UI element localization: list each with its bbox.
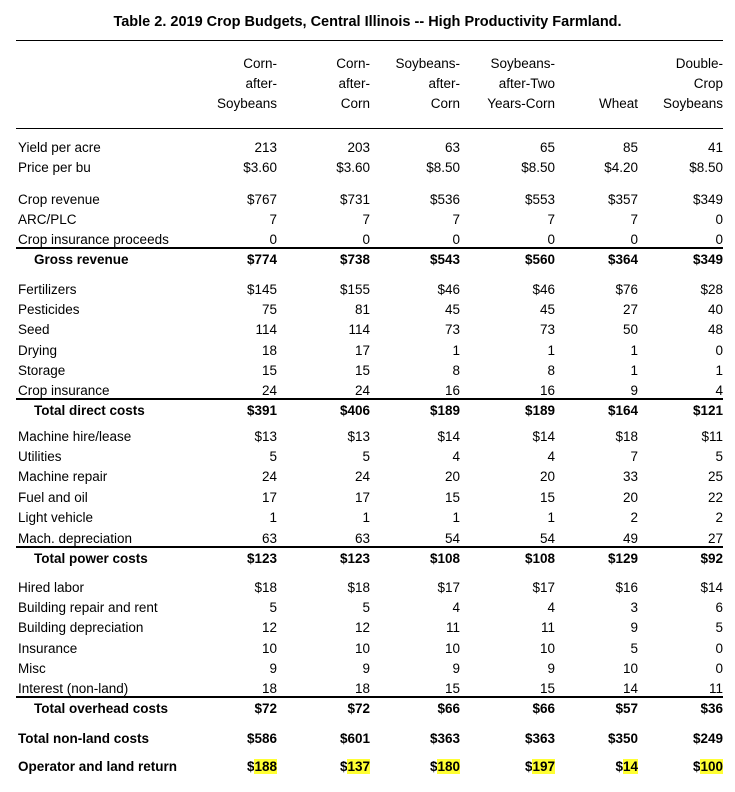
column-header-line: Corn-: [243, 56, 277, 71]
row-value: $129: [607, 551, 638, 566]
column-header-line: Crop: [693, 76, 723, 91]
row-value: $76: [615, 282, 638, 297]
row-value: 5: [362, 449, 370, 464]
column-header-line: Corn-: [336, 56, 370, 71]
row-label: Total direct costs: [34, 403, 145, 418]
row-label: Crop insurance proceeds: [18, 232, 169, 247]
row-value: 6: [715, 600, 723, 615]
row-value: $14: [615, 759, 638, 774]
row-label: Misc: [18, 661, 46, 676]
row-value: $108: [524, 551, 555, 566]
row-label: Mach. depreciation: [18, 531, 133, 546]
row-value: 1: [547, 343, 555, 358]
row-value: $14: [700, 580, 723, 595]
row-value: 18: [261, 343, 277, 358]
row-value: 9: [269, 661, 277, 676]
row-value: 15: [261, 363, 277, 378]
row-label: Total power costs: [34, 551, 148, 566]
table-row: [0, 729, 735, 749]
table-row: [0, 361, 735, 381]
row-label: Utilities: [18, 449, 62, 464]
table-row: [0, 401, 735, 421]
row-value: $349: [692, 192, 723, 207]
row-value: 20: [622, 490, 638, 505]
table-row: [0, 447, 735, 467]
row-label: Total non-land costs: [18, 731, 149, 746]
row-value: 45: [539, 302, 555, 317]
row-value: 12: [261, 620, 277, 635]
column-header-line: Corn: [430, 96, 460, 111]
table-row: [0, 488, 735, 508]
row-value: 1: [630, 363, 638, 378]
row-value: $738: [339, 252, 370, 267]
row-value: 9: [630, 383, 638, 398]
table-row: [0, 529, 735, 549]
row-value: $364: [607, 252, 638, 267]
row-value: $189: [429, 403, 460, 418]
row-value: 18: [261, 681, 277, 696]
column-header-line: [599, 74, 638, 94]
table-row: [0, 639, 735, 659]
row-value: $11: [701, 429, 723, 444]
row-value: 0: [715, 212, 723, 227]
row-value: 8: [547, 363, 555, 378]
row-value: $18: [615, 429, 638, 444]
highlighted-value: 180: [437, 759, 460, 774]
column-header: [336, 54, 370, 114]
row-value: 213: [254, 140, 277, 155]
row-value: $46: [437, 282, 460, 297]
row-value: $363: [524, 731, 555, 746]
table-row: [0, 210, 735, 230]
column-header: [395, 54, 460, 114]
table-row: [0, 578, 735, 598]
row-label: Seed: [18, 322, 50, 337]
column-header-line: after-: [245, 76, 277, 91]
row-value: 1: [452, 343, 460, 358]
column-header-line: Wheat: [598, 96, 638, 111]
row-value: 1: [452, 510, 460, 525]
row-value: $180: [429, 759, 460, 774]
row-value: 24: [354, 469, 370, 484]
row-value: $349: [692, 252, 723, 267]
row-value: $363: [429, 731, 460, 746]
row-value: 5: [715, 620, 723, 635]
row-value: 63: [354, 531, 370, 546]
column-header-line: Soybeans: [216, 96, 277, 111]
row-value: $391: [246, 403, 277, 418]
column-header-line: Soybeans: [662, 96, 723, 111]
row-value: 7: [630, 449, 638, 464]
row-value: 17: [354, 343, 370, 358]
column-header-line: Corn: [340, 96, 370, 111]
row-value: 24: [354, 383, 370, 398]
row-value: 1: [362, 510, 370, 525]
row-value: $536: [429, 192, 460, 207]
row-value: 81: [354, 302, 370, 317]
highlighted-value: 197: [532, 759, 555, 774]
row-value: 15: [444, 490, 460, 505]
row-value: 10: [539, 641, 555, 656]
row-value: 7: [452, 212, 460, 227]
row-value: 0: [452, 232, 460, 247]
row-value: 85: [622, 140, 638, 155]
column-header: [217, 54, 277, 114]
row-label: Fuel and oil: [18, 490, 88, 505]
row-value: 16: [444, 383, 460, 398]
column-header-line: Soybeans-: [395, 56, 460, 71]
row-value: $774: [246, 252, 277, 267]
row-value: 9: [547, 661, 555, 676]
row-value: $72: [347, 701, 370, 716]
row-value: 0: [715, 661, 723, 676]
row-value: 4: [547, 600, 555, 615]
row-value: 3: [630, 600, 638, 615]
row-label: Crop insurance: [18, 383, 110, 398]
row-value: 7: [362, 212, 370, 227]
row-value: 4: [715, 383, 723, 398]
row-value: $16: [615, 580, 638, 595]
row-value: 10: [444, 641, 460, 656]
row-label: Yield per acre: [18, 140, 101, 155]
row-value: 25: [707, 469, 723, 484]
row-value: 10: [354, 641, 370, 656]
row-value: $72: [254, 701, 277, 716]
row-value: 10: [261, 641, 277, 656]
row-value: 27: [622, 302, 638, 317]
row-value: $36: [700, 701, 723, 716]
row-value: $189: [524, 403, 555, 418]
row-value: 7: [547, 212, 555, 227]
row-value: 49: [622, 531, 638, 546]
row-value: $543: [429, 252, 460, 267]
row-value: 24: [261, 383, 277, 398]
row-value: 4: [452, 449, 460, 464]
row-value: $121: [692, 403, 723, 418]
table-row: [0, 757, 735, 777]
row-value: 15: [539, 681, 555, 696]
row-value: $188: [246, 759, 277, 774]
row-value: $601: [339, 731, 370, 746]
table-row: [0, 138, 735, 158]
row-value: $17: [532, 580, 555, 595]
row-value: 114: [348, 322, 370, 337]
row-value: $66: [532, 701, 555, 716]
row-value: 54: [444, 531, 460, 546]
row-value: 11: [445, 620, 460, 635]
row-value: 9: [362, 661, 370, 676]
row-value: 40: [707, 302, 723, 317]
row-label: Building repair and rent: [18, 600, 158, 615]
row-value: 1: [269, 510, 277, 525]
table-title: Table 2. 2019 Crop Budgets, Central Illinois -- High Productivity Farmland.: [113, 14, 622, 30]
row-label: Interest (non-land): [18, 681, 129, 696]
row-label: Insurance: [18, 641, 78, 656]
row-value: 65: [539, 140, 555, 155]
row-value: $28: [700, 282, 723, 297]
row-value: 114: [255, 322, 277, 337]
row-value: $350: [607, 731, 638, 746]
table-row: [0, 250, 735, 270]
table-row: [0, 190, 735, 210]
row-value: 7: [269, 212, 277, 227]
row-label: Price per bu: [18, 160, 91, 175]
row-value: $586: [246, 731, 277, 746]
row-value: 1: [547, 510, 555, 525]
row-value: 0: [715, 343, 723, 358]
row-value: 5: [269, 449, 277, 464]
row-value: 54: [539, 531, 555, 546]
row-value: $4.20: [604, 160, 638, 175]
column-header: [663, 54, 723, 114]
row-value: $3.60: [243, 160, 277, 175]
row-value: 75: [261, 302, 277, 317]
row-value: $46: [532, 282, 555, 297]
row-value: $8.50: [689, 160, 723, 175]
row-value: 0: [547, 232, 555, 247]
row-value: $123: [246, 551, 277, 566]
row-value: 17: [354, 490, 370, 505]
row-value: 203: [347, 140, 370, 155]
table-row: [0, 699, 735, 719]
table-row: [0, 659, 735, 679]
column-header-line: after-: [428, 76, 460, 91]
row-value: 0: [362, 232, 370, 247]
row-value: 20: [444, 469, 460, 484]
row-value: 0: [630, 232, 638, 247]
row-value: 9: [630, 620, 638, 635]
row-value: $767: [246, 192, 277, 207]
row-value: $731: [339, 192, 370, 207]
row-label: Storage: [18, 363, 66, 378]
row-value: 9: [452, 661, 460, 676]
table-row: [0, 549, 735, 569]
table-row: [0, 230, 735, 250]
row-value: $57: [615, 701, 638, 716]
row-value: $406: [339, 403, 370, 418]
row-value: $155: [339, 282, 370, 297]
column-header-line: after-: [338, 76, 370, 91]
column-header-line: [599, 54, 638, 74]
column-header-line: Double-: [675, 56, 723, 71]
row-label: Building depreciation: [18, 620, 144, 635]
row-value: $3.60: [336, 160, 370, 175]
table-row: [0, 341, 735, 361]
row-value: 16: [539, 383, 555, 398]
highlighted-value: 188: [254, 759, 277, 774]
row-value: 12: [354, 620, 370, 635]
row-value: $13: [254, 429, 277, 444]
table-row: [0, 467, 735, 487]
row-value: $13: [347, 429, 370, 444]
table-row: [0, 598, 735, 618]
row-value: 63: [261, 531, 277, 546]
row-value: $18: [347, 580, 370, 595]
row-value: 24: [261, 469, 277, 484]
row-value: $553: [524, 192, 555, 207]
row-value: 4: [547, 449, 555, 464]
table-row: [0, 679, 735, 699]
table-row: [0, 320, 735, 340]
highlighted-value: 137: [347, 759, 370, 774]
row-value: 11: [540, 620, 555, 635]
table-row: [0, 158, 735, 178]
row-value: 7: [630, 212, 638, 227]
row-label: Drying: [18, 343, 58, 358]
row-value: 18: [354, 681, 370, 696]
row-label: Fertilizers: [18, 282, 77, 297]
row-value: 5: [715, 449, 723, 464]
column-header: [487, 54, 555, 114]
row-value: 2: [715, 510, 723, 525]
row-label: Total overhead costs: [34, 701, 169, 716]
row-value: 33: [622, 469, 638, 484]
row-value: $92: [700, 551, 723, 566]
row-value: 17: [261, 490, 277, 505]
row-label: Light vehicle: [18, 510, 94, 525]
row-value: 5: [362, 600, 370, 615]
row-value: $14: [437, 429, 460, 444]
row-value: 63: [444, 140, 460, 155]
row-value: 0: [715, 641, 723, 656]
row-value: 8: [452, 363, 460, 378]
column-header-line: Soybeans-: [490, 56, 555, 71]
row-value: $197: [524, 759, 555, 774]
row-value: 50: [622, 322, 638, 337]
row-value: 45: [444, 302, 460, 317]
row-value: 4: [452, 600, 460, 615]
row-value: $14: [532, 429, 555, 444]
table-row: [0, 508, 735, 528]
row-value: 0: [715, 232, 723, 247]
row-value: $8.50: [521, 160, 555, 175]
row-value: 15: [354, 363, 370, 378]
row-value: 14: [622, 681, 638, 696]
row-value: 15: [444, 681, 460, 696]
row-value: $137: [339, 759, 370, 774]
column-header-line: after-Two: [498, 76, 555, 91]
row-value: 5: [269, 600, 277, 615]
row-value: 20: [539, 469, 555, 484]
row-value: 1: [715, 363, 723, 378]
row-value: $66: [437, 701, 460, 716]
row-value: $249: [692, 731, 723, 746]
row-value: 10: [622, 661, 638, 676]
table-row: [0, 618, 735, 638]
row-label: Machine hire/lease: [18, 429, 132, 444]
table-row: [0, 300, 735, 320]
row-label: Crop revenue: [18, 192, 100, 207]
row-value: $108: [429, 551, 460, 566]
row-label: Hired labor: [18, 580, 85, 595]
row-label: Pesticides: [18, 302, 80, 317]
row-label: Gross revenue: [34, 252, 129, 267]
row-value: $100: [692, 759, 723, 774]
column-header-line: Years-Corn: [487, 96, 555, 111]
row-value: 0: [269, 232, 277, 247]
row-value: 22: [707, 490, 723, 505]
row-value: $560: [524, 252, 555, 267]
row-value: 15: [539, 490, 555, 505]
row-value: 41: [707, 140, 723, 155]
row-value: 1: [630, 343, 638, 358]
highlighted-value: 100: [700, 759, 723, 774]
row-value: 48: [707, 322, 723, 337]
table-rule: [16, 128, 723, 129]
row-label: Machine repair: [18, 469, 108, 484]
row-label: ARC/PLC: [18, 212, 77, 227]
row-value: 11: [708, 681, 723, 696]
column-header: [599, 54, 638, 114]
row-value: $145: [246, 282, 277, 297]
row-value: $17: [437, 580, 460, 595]
row-value: $8.50: [426, 160, 460, 175]
row-value: 73: [444, 322, 460, 337]
table-row: [0, 427, 735, 447]
row-value: 5: [630, 641, 638, 656]
table-row: [0, 280, 735, 300]
row-value: $164: [607, 403, 638, 418]
row-value: $18: [254, 580, 277, 595]
row-value: $357: [607, 192, 638, 207]
table-rule: [16, 40, 723, 41]
table-row: [0, 381, 735, 401]
row-value: $123: [339, 551, 370, 566]
highlighted-value: 14: [622, 759, 638, 774]
row-label: Operator and land return: [18, 759, 178, 774]
row-value: 2: [630, 510, 638, 525]
row-value: 27: [707, 531, 723, 546]
row-value: 73: [539, 322, 555, 337]
